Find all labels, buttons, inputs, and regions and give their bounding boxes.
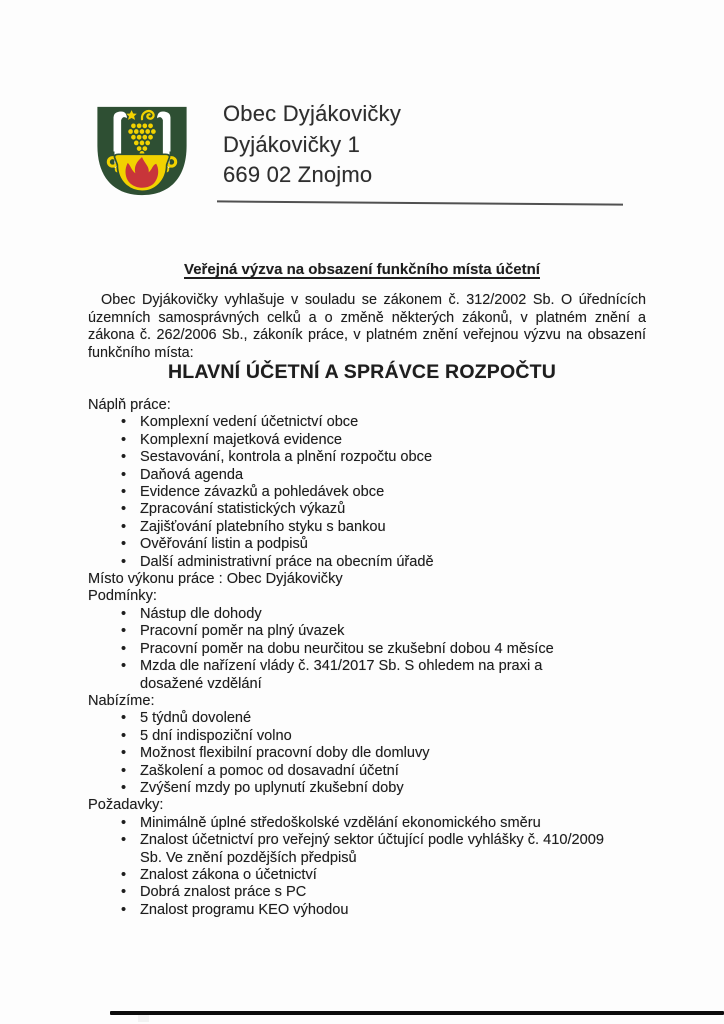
list-item: [88, 432, 654, 449]
conditions-list: [88, 606, 654, 693]
list-item-text: Znalost programu KEO výhodou: [140, 901, 349, 918]
notice-title-row: [0, 261, 724, 278]
bullet-icon: •: [121, 431, 127, 448]
list-item: [88, 449, 654, 466]
bullet-icon: •: [121, 727, 127, 744]
letterhead: [223, 99, 401, 191]
list-item: [88, 501, 654, 518]
bullet-icon: •: [121, 449, 127, 466]
list-item-text: Další administrativní práce na obecním úřadě: [140, 553, 434, 570]
list-item: [88, 484, 654, 501]
list-item-text: Zaškolení a pomoc od dosavadní účetní: [140, 762, 399, 779]
list-item-text: Komplexní majetková evidence: [140, 431, 342, 448]
list-item: [88, 658, 583, 693]
bullet-icon: •: [121, 866, 127, 883]
list-item: [88, 606, 583, 623]
list-item-text: Daňová agenda: [140, 466, 244, 483]
intro-paragraph: Obec Dyjákovičky vyhlašuje v souladu se zákonem č. 312/2002 Sb. O úřednících územních samosprávných celků a o změně některých zákonů, v platném znění a zákona č. 262/2006 Sb., zákoník práce, v platném znění veřejnou výzvu na obsazení funkčního místa:: [88, 292, 646, 361]
list-item: [88, 832, 628, 867]
position-title: HLAVNÍ ÚČETNÍ A SPRÁVCE ROZPOČTU: [167, 361, 557, 383]
list-item: [88, 728, 654, 745]
section-label-offer: Nabízíme:: [88, 692, 155, 709]
bullet-icon: •: [121, 414, 127, 431]
list-item-text: Zpracování statistických výkazů: [140, 501, 346, 518]
bullet-icon: •: [121, 884, 127, 901]
bullet-icon: •: [121, 484, 127, 501]
bullet-icon: •: [121, 779, 127, 796]
bullet-icon: •: [121, 745, 127, 762]
bullet-icon: •: [121, 710, 127, 727]
offer-list: [88, 710, 654, 797]
bullet-icon: •: [121, 814, 127, 831]
bullet-icon: •: [121, 640, 127, 657]
list-item-text: Sestavování, kontrola a plnění rozpočtu obce: [140, 449, 433, 466]
list-item-text: Pracovní poměr na dobu neurčitou se zkušební dobou 4 měsíce: [140, 640, 554, 657]
list-item: [88, 467, 654, 484]
list-item: [88, 884, 628, 901]
org-name: Obec Dyjákovičky: [223, 101, 402, 126]
org-address-city: 669 02 Znojmo: [223, 162, 373, 187]
list-item: [88, 623, 583, 640]
scan-edge-artifact: [110, 1011, 724, 1015]
bullet-icon: •: [121, 623, 127, 640]
list-item-text: Možnost flexibilní pracovní doby dle domluvy: [140, 745, 430, 762]
notice-title: Veřejná výzva na obsazení funkčního místa účetní: [184, 261, 540, 278]
notice-body: [88, 397, 654, 919]
list-item: [88, 519, 654, 536]
list-item-text: Znalost zákona o účetnictví: [140, 866, 317, 883]
bullet-icon: •: [121, 658, 127, 675]
list-item-text: Evidence závazků a pohledávek obce: [140, 484, 385, 501]
list-item: [88, 710, 654, 727]
org-address-street: Dyjákovičky 1: [223, 131, 361, 157]
list-item: [88, 867, 628, 884]
list-item: [88, 554, 654, 571]
job-description-list: [88, 414, 654, 571]
bullet-icon: •: [121, 466, 127, 483]
list-item-text: 5 dní indispoziční volno: [140, 727, 292, 744]
list-item-text: Zajišťování platebního styku s bankou: [140, 518, 386, 535]
list-item: [88, 902, 628, 919]
list-item-text: Minimálně úplné středoškolské vzdělání ekonomického směru: [140, 814, 541, 831]
list-item: [88, 763, 654, 780]
municipal-coat-of-arms: [94, 104, 190, 197]
bullet-icon: •: [121, 553, 127, 570]
bullet-icon: •: [121, 901, 127, 918]
coat-of-arms-icon: [94, 104, 190, 197]
list-item-text: Znalost účetnictví pro veřejný sektor účtující podle vyhlášky č. 410/2009 Sb. Ve znění pozdějších předpisů: [140, 832, 604, 866]
bullet-icon: •: [121, 605, 127, 622]
list-item-text: Komplexní vedení účetnictví obce: [140, 414, 359, 431]
list-item: [88, 641, 583, 658]
list-item: [88, 414, 654, 431]
list-item-text: Zvýšení mzdy po uplynutí zkušební doby: [140, 779, 404, 796]
list-item-text: Nástup dle dohody: [140, 605, 262, 622]
bullet-icon: •: [121, 518, 127, 535]
list-item-text: 5 týdnů dovolené: [140, 710, 252, 727]
list-item-text: Ověřování listin a podpisů: [140, 536, 308, 553]
section-label-job-description: Náplň práce:: [88, 397, 171, 413]
list-item: [88, 815, 628, 832]
list-item-text: Dobrá znalost práce s PC: [140, 884, 307, 901]
bullet-icon: •: [121, 832, 127, 849]
list-item: [88, 536, 654, 553]
list-item: [88, 745, 654, 762]
bullet-icon: •: [121, 501, 127, 518]
list-item: [88, 780, 654, 797]
list-item-text: Mzda dle nařízení vlády č. 341/2017 Sb. S ohledem na praxi a dosažené vzdělání: [140, 658, 543, 692]
workplace-line: Místo výkonu práce : Obec Dyjákovičky: [88, 571, 343, 588]
bullet-icon: •: [121, 536, 127, 553]
bullet-icon: •: [121, 762, 127, 779]
section-label-conditions: Podmínky:: [88, 588, 157, 605]
list-item-text: Pracovní poměr na plný úvazek: [140, 623, 345, 640]
letterhead-divider: [217, 200, 623, 205]
requirements-list: [88, 815, 654, 919]
section-label-requirements: Požadavky:: [88, 797, 164, 814]
